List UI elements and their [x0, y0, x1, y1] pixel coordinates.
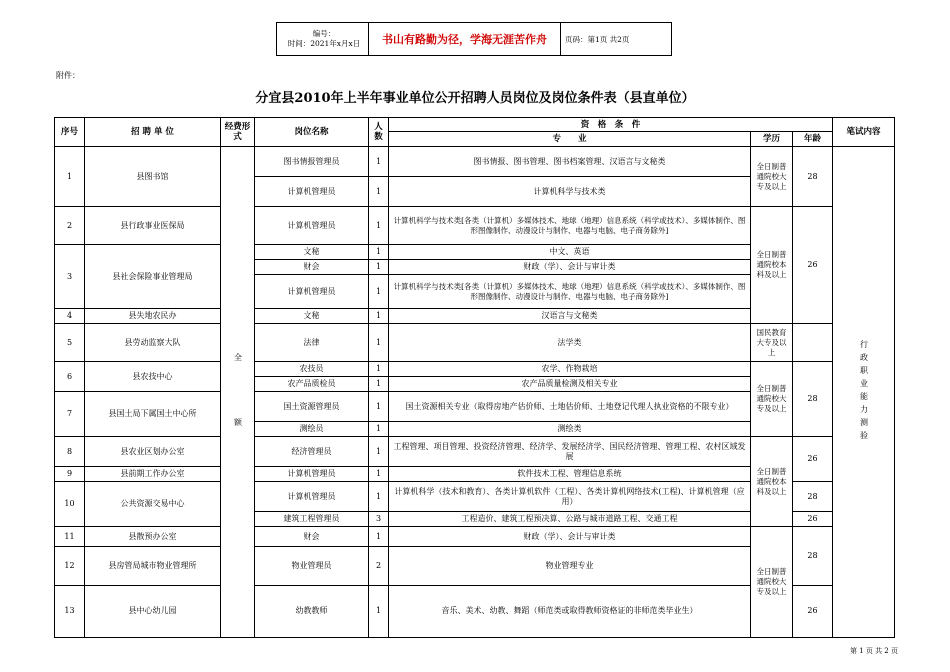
header-conditions: 资 格 条 件: [389, 118, 833, 132]
education-cell: 全日制普通院校本科及以上: [751, 207, 793, 324]
header-unit: 招 聘 单 位: [85, 118, 221, 147]
education-cell: 全日制普通院校本科及以上: [751, 437, 793, 527]
unit-cell: 县中心幼儿园: [85, 585, 221, 638]
post-cell: 法律: [255, 324, 369, 362]
major-cell: 工程管理、项目管理、投资经济管理、经济学、发展经济学、国民经济管理、管理工程、农村区域发展: [389, 437, 751, 467]
footer-page-number: 第 1 页 共 2 页: [849, 647, 898, 655]
post-cell: 国土资源管理员: [255, 392, 369, 422]
header-count: 人数: [369, 118, 389, 147]
major-cell: 财政（学）、会计与审计类: [389, 260, 751, 275]
count-cell: 1: [369, 585, 389, 638]
count-cell: 1: [369, 467, 389, 482]
post-cell: 财会: [255, 527, 369, 547]
count-cell: 1: [369, 527, 389, 547]
unit-cell: 县社会保险事业管理局: [85, 245, 221, 309]
funding-value: 全 额: [233, 353, 243, 431]
count-cell: 1: [369, 362, 389, 377]
unit-cell: 县农业区划办公室: [85, 437, 221, 467]
seq-cell: 13: [55, 585, 85, 638]
seq-cell: 8: [55, 437, 85, 467]
major-cell: 农产品质量检测及相关专业: [389, 377, 751, 392]
age-cell: 28: [793, 482, 833, 512]
major-cell: 计算机科学与技术类: [389, 177, 751, 207]
attachment-label: 附件：: [56, 71, 80, 80]
table-row: [55, 362, 895, 377]
post-cell: 计算机管理员: [255, 467, 369, 482]
unit-cell: 县房管局城市物业管理所: [85, 547, 221, 586]
slogan: 书山有路勤为径，学海无涯苦作舟: [369, 23, 561, 55]
age-cell: 28: [793, 527, 833, 586]
seq-cell: 2: [55, 207, 85, 245]
unit-cell: 县国土局下属国土中心所: [85, 392, 221, 437]
count-cell: 3: [369, 512, 389, 527]
education-cell: 全日制普通院校大专及以上: [751, 147, 793, 207]
major-cell: 计算机科学与技术类[各类（计算机）多媒体技术、地球（地理）信息系统（科学或技术）、多媒体制作、图形图像制作、动漫设计与制作、电器与电脑、电子商务除外]: [389, 275, 751, 309]
major-cell: 音乐、美术、幼教、舞蹈（师范类或取得教师资格证的非师范类毕业生）: [389, 585, 751, 638]
header-age: 年龄: [793, 132, 833, 147]
number-label: 编号：: [312, 29, 336, 38]
exam-admin: 行政职业能力测验: [859, 340, 869, 444]
post-cell: 计算机管理员: [255, 275, 369, 309]
count-cell: 1: [369, 147, 389, 177]
count-cell: 1: [369, 245, 389, 260]
major-cell: 国土资源相关专业（取得房地产估价师、土地估价师、土地登记代理人执业资格的不限专业）: [389, 392, 751, 422]
funding-cell: [221, 147, 255, 638]
count-cell: 1: [369, 309, 389, 324]
major-cell: 计算机科学与技术类[各类（计算机）多媒体技术、地球（地理）信息系统（科学或技术）、多媒体制作、图形图像制作、动漫设计与制作、电器与电脑、电子商务除外]: [389, 207, 751, 245]
unit-cell: 县图书馆: [85, 147, 221, 207]
table-row: [55, 527, 895, 547]
age-cell: [793, 324, 833, 362]
header-education: 学历: [751, 132, 793, 147]
unit-cell: 县行政事业医保局: [85, 207, 221, 245]
post-cell: 农产品质检员: [255, 377, 369, 392]
count-cell: 1: [369, 392, 389, 422]
count-cell: 1: [369, 482, 389, 512]
count-cell: 1: [369, 207, 389, 245]
seq-cell: 10: [55, 482, 85, 527]
post-cell: 物业管理员: [255, 547, 369, 586]
major-cell: 计算机科学（技术和教育）、各类计算机软件（工程）、各类计算机网络技术(工程)、计算机管理（应用）: [389, 482, 751, 512]
unit-cell: 县失地农民办: [85, 309, 221, 324]
post-cell: 财会: [255, 260, 369, 275]
recruitment-table: [54, 117, 895, 638]
major-cell: 汉语言与文秘类: [389, 309, 751, 324]
unit-cell: 县农技中心: [85, 362, 221, 392]
post-cell: 文秘: [255, 309, 369, 324]
document-title: 分宜县2010年上半年事业单位公开招聘人员岗位及岗位条件表（县直单位）: [255, 91, 695, 106]
time-label: 时间：2021年x月x日: [287, 39, 361, 48]
post-cell: 测绘员: [255, 422, 369, 437]
major-cell: 财政（学）、会计与审计类: [389, 527, 751, 547]
count-cell: 1: [369, 377, 389, 392]
major-cell: 法学类: [389, 324, 751, 362]
post-cell: 文秘: [255, 245, 369, 260]
header-post: 岗位名称: [255, 118, 369, 147]
post-cell: 幼教教师: [255, 585, 369, 638]
major-cell: 农学、作物栽培: [389, 362, 751, 377]
exam-cell: [833, 147, 895, 638]
unit-cell: 县劳动监察大队: [85, 324, 221, 362]
header-funding: 经费形式: [221, 118, 255, 147]
header-seq: 序号: [55, 118, 85, 147]
seq-cell: 6: [55, 362, 85, 392]
post-cell: 经济管理员: [255, 437, 369, 467]
education-cell: 全日制普通院校大专及以上: [751, 362, 793, 437]
header-major: 专 业: [389, 132, 751, 147]
table-row: [55, 207, 895, 245]
unit-cell: 县散预办公室: [85, 527, 221, 547]
table-row: [55, 324, 895, 362]
major-cell: 测绘类: [389, 422, 751, 437]
seq-cell: 3: [55, 245, 85, 309]
post-cell: 计算机管理员: [255, 177, 369, 207]
table-row: [55, 147, 895, 177]
header-exam: 笔试内容: [833, 118, 895, 147]
age-cell: 28: [793, 147, 833, 207]
count-cell: 1: [369, 275, 389, 309]
table-row: [55, 437, 895, 467]
seq-cell: 4: [55, 309, 85, 324]
seq-cell: 7: [55, 392, 85, 437]
count-cell: 1: [369, 177, 389, 207]
count-cell: 1: [369, 422, 389, 437]
unit-cell: 县前期工作办公室: [85, 467, 221, 482]
age-cell: 26: [793, 512, 833, 527]
post-cell: 农技员: [255, 362, 369, 377]
count-cell: 1: [369, 260, 389, 275]
major-cell: 工程造价、建筑工程预决算、公路与城市道路工程、交通工程: [389, 512, 751, 527]
age-cell: 28: [793, 362, 833, 437]
education-cell: 全日制普通院校大专及以上: [751, 527, 793, 638]
post-cell: 计算机管理员: [255, 482, 369, 512]
major-cell: 软件技术工程、管理信息系统: [389, 467, 751, 482]
page-label: 页码：第1页 共2页: [565, 34, 630, 44]
major-cell: 物业管理专业: [389, 547, 751, 586]
count-cell: 1: [369, 437, 389, 467]
seq-cell: 9: [55, 467, 85, 482]
major-cell: 中文、英语: [389, 245, 751, 260]
education-cell: 国民教育大专及以上: [751, 324, 793, 362]
header-meta: [277, 23, 369, 55]
unit-cell: 公共资源交易中心: [85, 482, 221, 527]
seq-cell: 12: [55, 547, 85, 586]
age-cell: 26: [793, 585, 833, 638]
seq-cell: 5: [55, 324, 85, 362]
major-cell: 图书情报、图书管理、图书档案管理、汉语言与文秘类: [389, 147, 751, 177]
count-cell: 1: [369, 324, 389, 362]
post-cell: 建筑工程管理员: [255, 512, 369, 527]
seq-cell: 1: [55, 147, 85, 207]
post-cell: 计算机管理员: [255, 207, 369, 245]
seq-cell: 11: [55, 527, 85, 547]
age-cell: 26: [793, 437, 833, 482]
count-cell: 2: [369, 547, 389, 586]
post-cell: 图书情报管理员: [255, 147, 369, 177]
age-cell: 26: [793, 207, 833, 324]
header-box: [276, 22, 672, 56]
